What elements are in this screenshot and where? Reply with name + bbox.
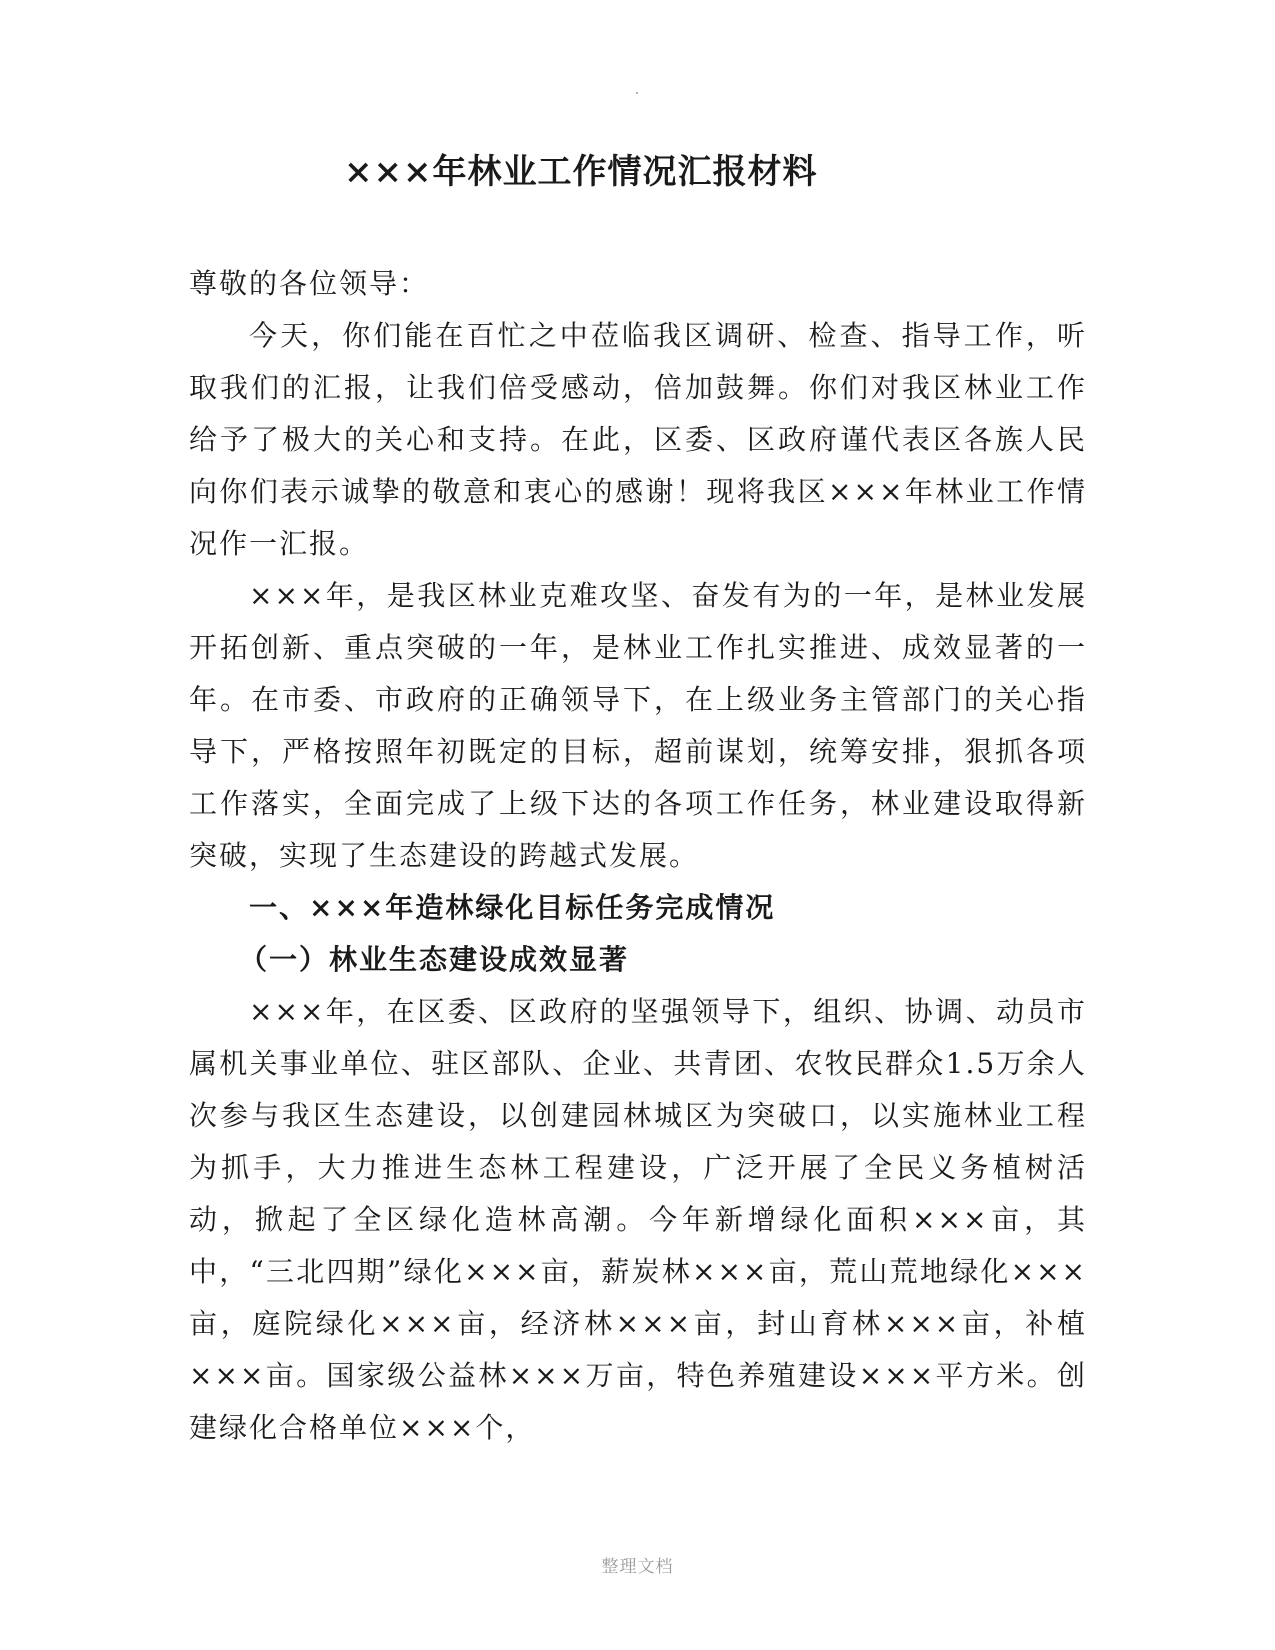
subsection-heading: （一）林业生态建设成效显著 (239, 943, 630, 976)
page-marker-dot (636, 92, 638, 94)
page-footer: 整理文档 (601, 1557, 674, 1577)
document-body (189, 258, 1087, 1454)
body-paragraph: 今天，你们能在百忙之中莅临我区调研、检查、指导工作，听取我们的汇报，让我们倍受感动，倍加鼓舞。你们对我区林业工作给予了极大的关心和支持。在此，区委、区政府谨代表区各族人民向你们表示诚挚的敬意和衷心的感谢！现将我区×××年林业工作情况作一汇报。 (189, 319, 1087, 560)
salutation: 尊敬的各位领导： (189, 267, 430, 300)
body-paragraph: ×××年，在区委、区政府的坚强领导下，组织、协调、动员市属机关事业单位、驻区部队、企业、共青团、农牧民群众1.5万余人次参与我区生态建设，以创建园林城区为突破口，以实施林业工程为抓手，大力推进生态林工程建设，广泛开展了全民义务植树活动，掀起了全区绿化造林高潮。今年新增绿化面积×××亩，其中，“三北四期”绿化×××亩，薪炭林×××亩，荒山荒地绿化×××亩，庭院绿化×××亩，经济林×××亩，封山育林×××亩，补植×××亩。国家级公益林×××万亩，特色养殖建设×××平方米。创建绿化合格单位×××个， (189, 995, 1087, 1444)
body-paragraph: ×××年，是我区林业克难攻坚、奋发有为的一年，是林业发展开拓创新、重点突破的一年，是林业工作扎实推进、成效显著的一年。在市委、市政府的正确领导下，在上级业务主管部门的关心指导下，严格按照年初既定的目标，超前谋划，统筹安排，狠抓各项工作落实，全面完成了上级下达的各项工作任务，林业建设取得新突破，实现了生态建设的跨越式发展。 (189, 579, 1087, 872)
document-title: ×××年林业工作情况汇报材料 (344, 152, 818, 192)
section-heading: 一、×××年造林绿化目标任务完成情况 (249, 891, 776, 924)
